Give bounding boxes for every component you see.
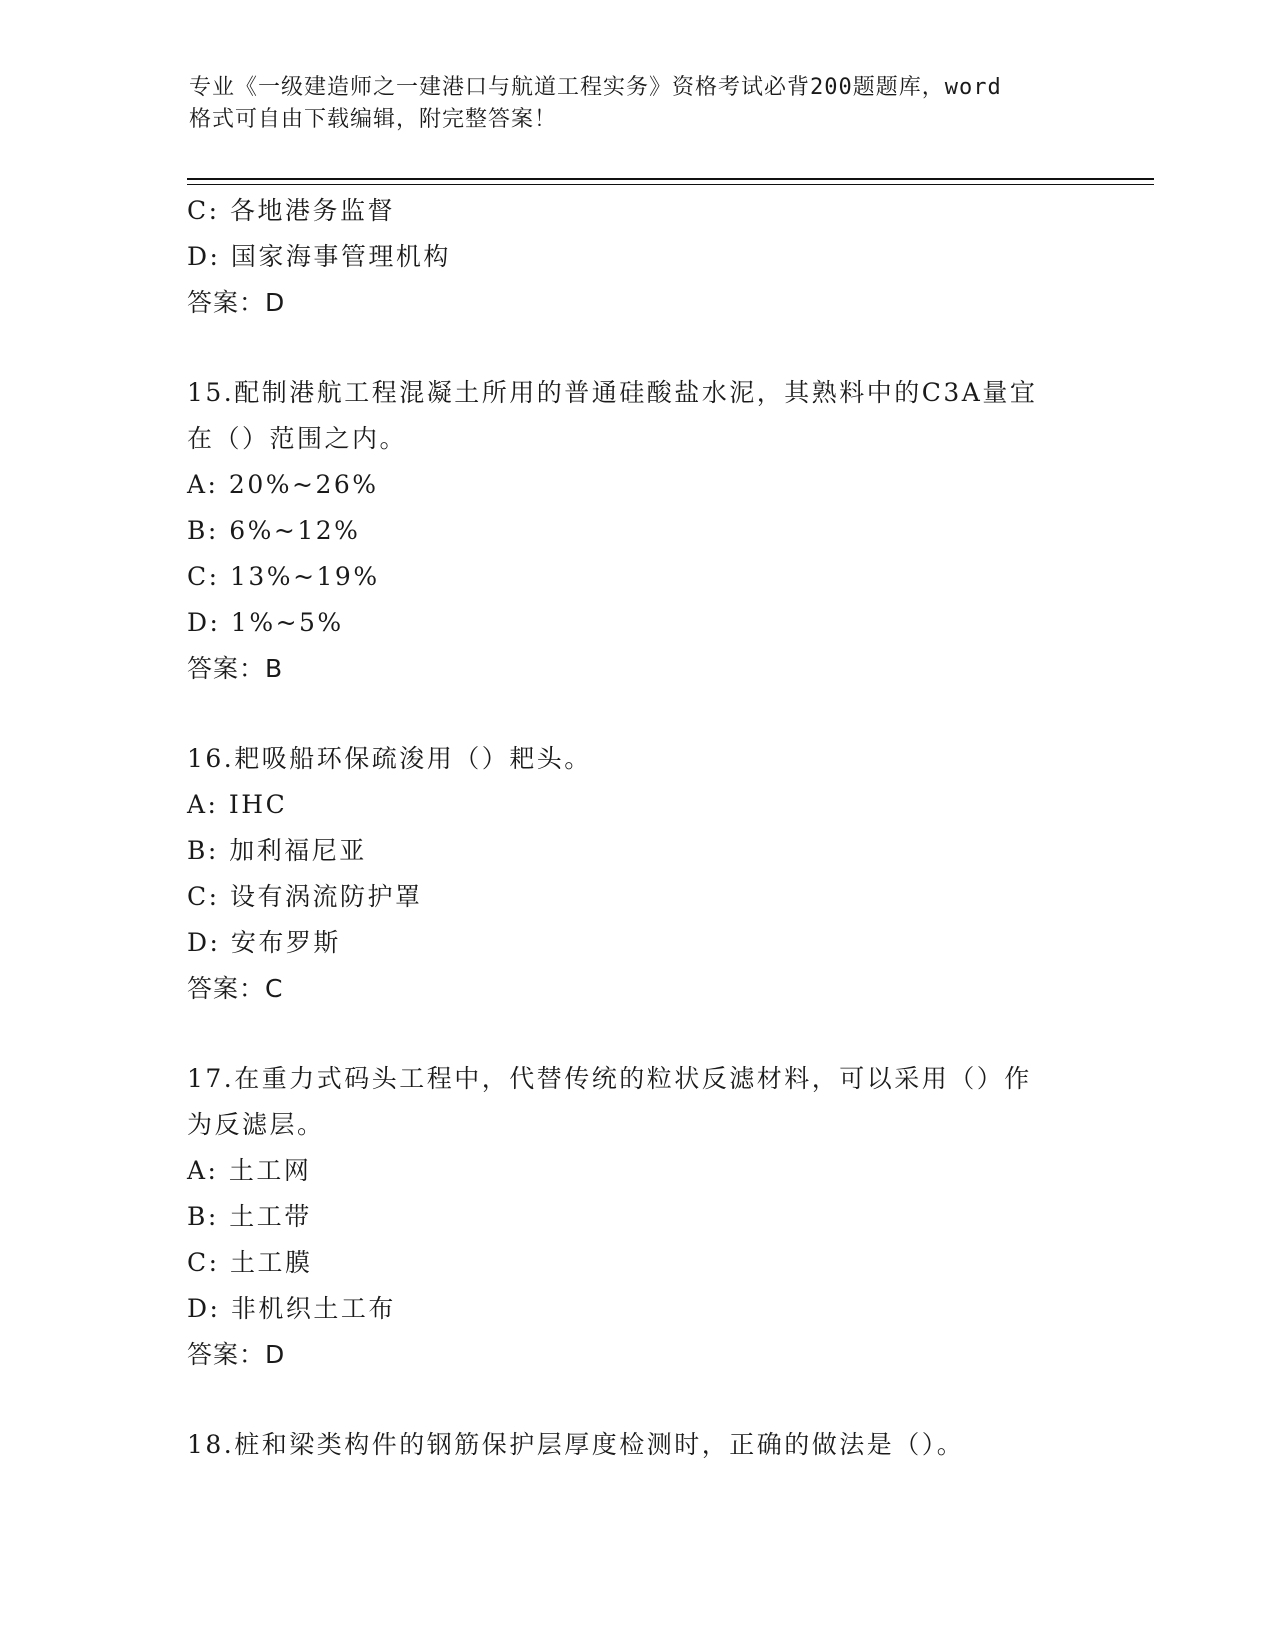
- spacer: [187, 692, 1087, 736]
- question-block-16: [187, 736, 1087, 1012]
- question-stem-line: 16.耙吸船环保疏浚用（）耙头。: [187, 744, 592, 773]
- question-stem-line: 在（）范围之内。: [187, 424, 408, 453]
- question-block-14: [187, 188, 1087, 326]
- spacer: [187, 1012, 1087, 1056]
- question-stem-line: 18.桩和梁类构件的钢筋保护层厚度检测时，正确的做法是（）。: [187, 1430, 965, 1459]
- option-b: B: 6%~12%: [187, 516, 361, 545]
- question-stem-line: 17.在重力式码头工程中，代替传统的粒状反滤材料，可以采用（）作: [187, 1064, 1032, 1093]
- option-c: C: 设有涡流防护罩: [187, 882, 423, 911]
- option-c: C: 各地港务监督: [187, 196, 395, 225]
- question-stem-line: 15.配制港航工程混凝土所用的普通硅酸盐水泥，其熟料中的C3A量宜: [187, 378, 1038, 407]
- option-a: A: IHC: [187, 790, 288, 819]
- option-c: C: 土工膜: [187, 1248, 313, 1277]
- page-header: [189, 72, 1069, 136]
- header-rule-thick: [187, 178, 1154, 180]
- answer-line: 答案：C: [187, 974, 284, 1003]
- option-d: D: 安布罗斯: [187, 928, 341, 957]
- question-stem-line: 为反滤层。: [187, 1110, 325, 1139]
- option-a: A: 土工网: [187, 1156, 312, 1185]
- option-d: D: 1%~5%: [187, 608, 344, 637]
- answer-line: 答案：B: [187, 654, 284, 683]
- spacer: [187, 326, 1087, 370]
- header-rule-thin: [187, 184, 1154, 185]
- option-b: B: 加利福尼亚: [187, 836, 367, 865]
- answer-line: 答案：D: [187, 288, 286, 317]
- question-block-18: [187, 1422, 1087, 1468]
- question-content: [187, 188, 1087, 1468]
- header-line-2: 格式可自由下载编辑，附完整答案！: [189, 107, 558, 132]
- spacer: [187, 1378, 1087, 1422]
- answer-line: 答案：D: [187, 1340, 286, 1369]
- question-block-15: [187, 370, 1087, 692]
- option-d: D: 非机织土工布: [187, 1294, 396, 1323]
- question-block-17: [187, 1056, 1087, 1378]
- header-line-1: 专业《一级建造师之一建港口与航道工程实务》资格考试必背200题题库，word: [189, 75, 1002, 100]
- option-a: A: 20%~26%: [187, 470, 379, 499]
- option-b: B: 土工带: [187, 1202, 312, 1231]
- option-c: C: 13%~19%: [187, 562, 380, 591]
- option-d: D: 国家海事管理机构: [187, 242, 451, 271]
